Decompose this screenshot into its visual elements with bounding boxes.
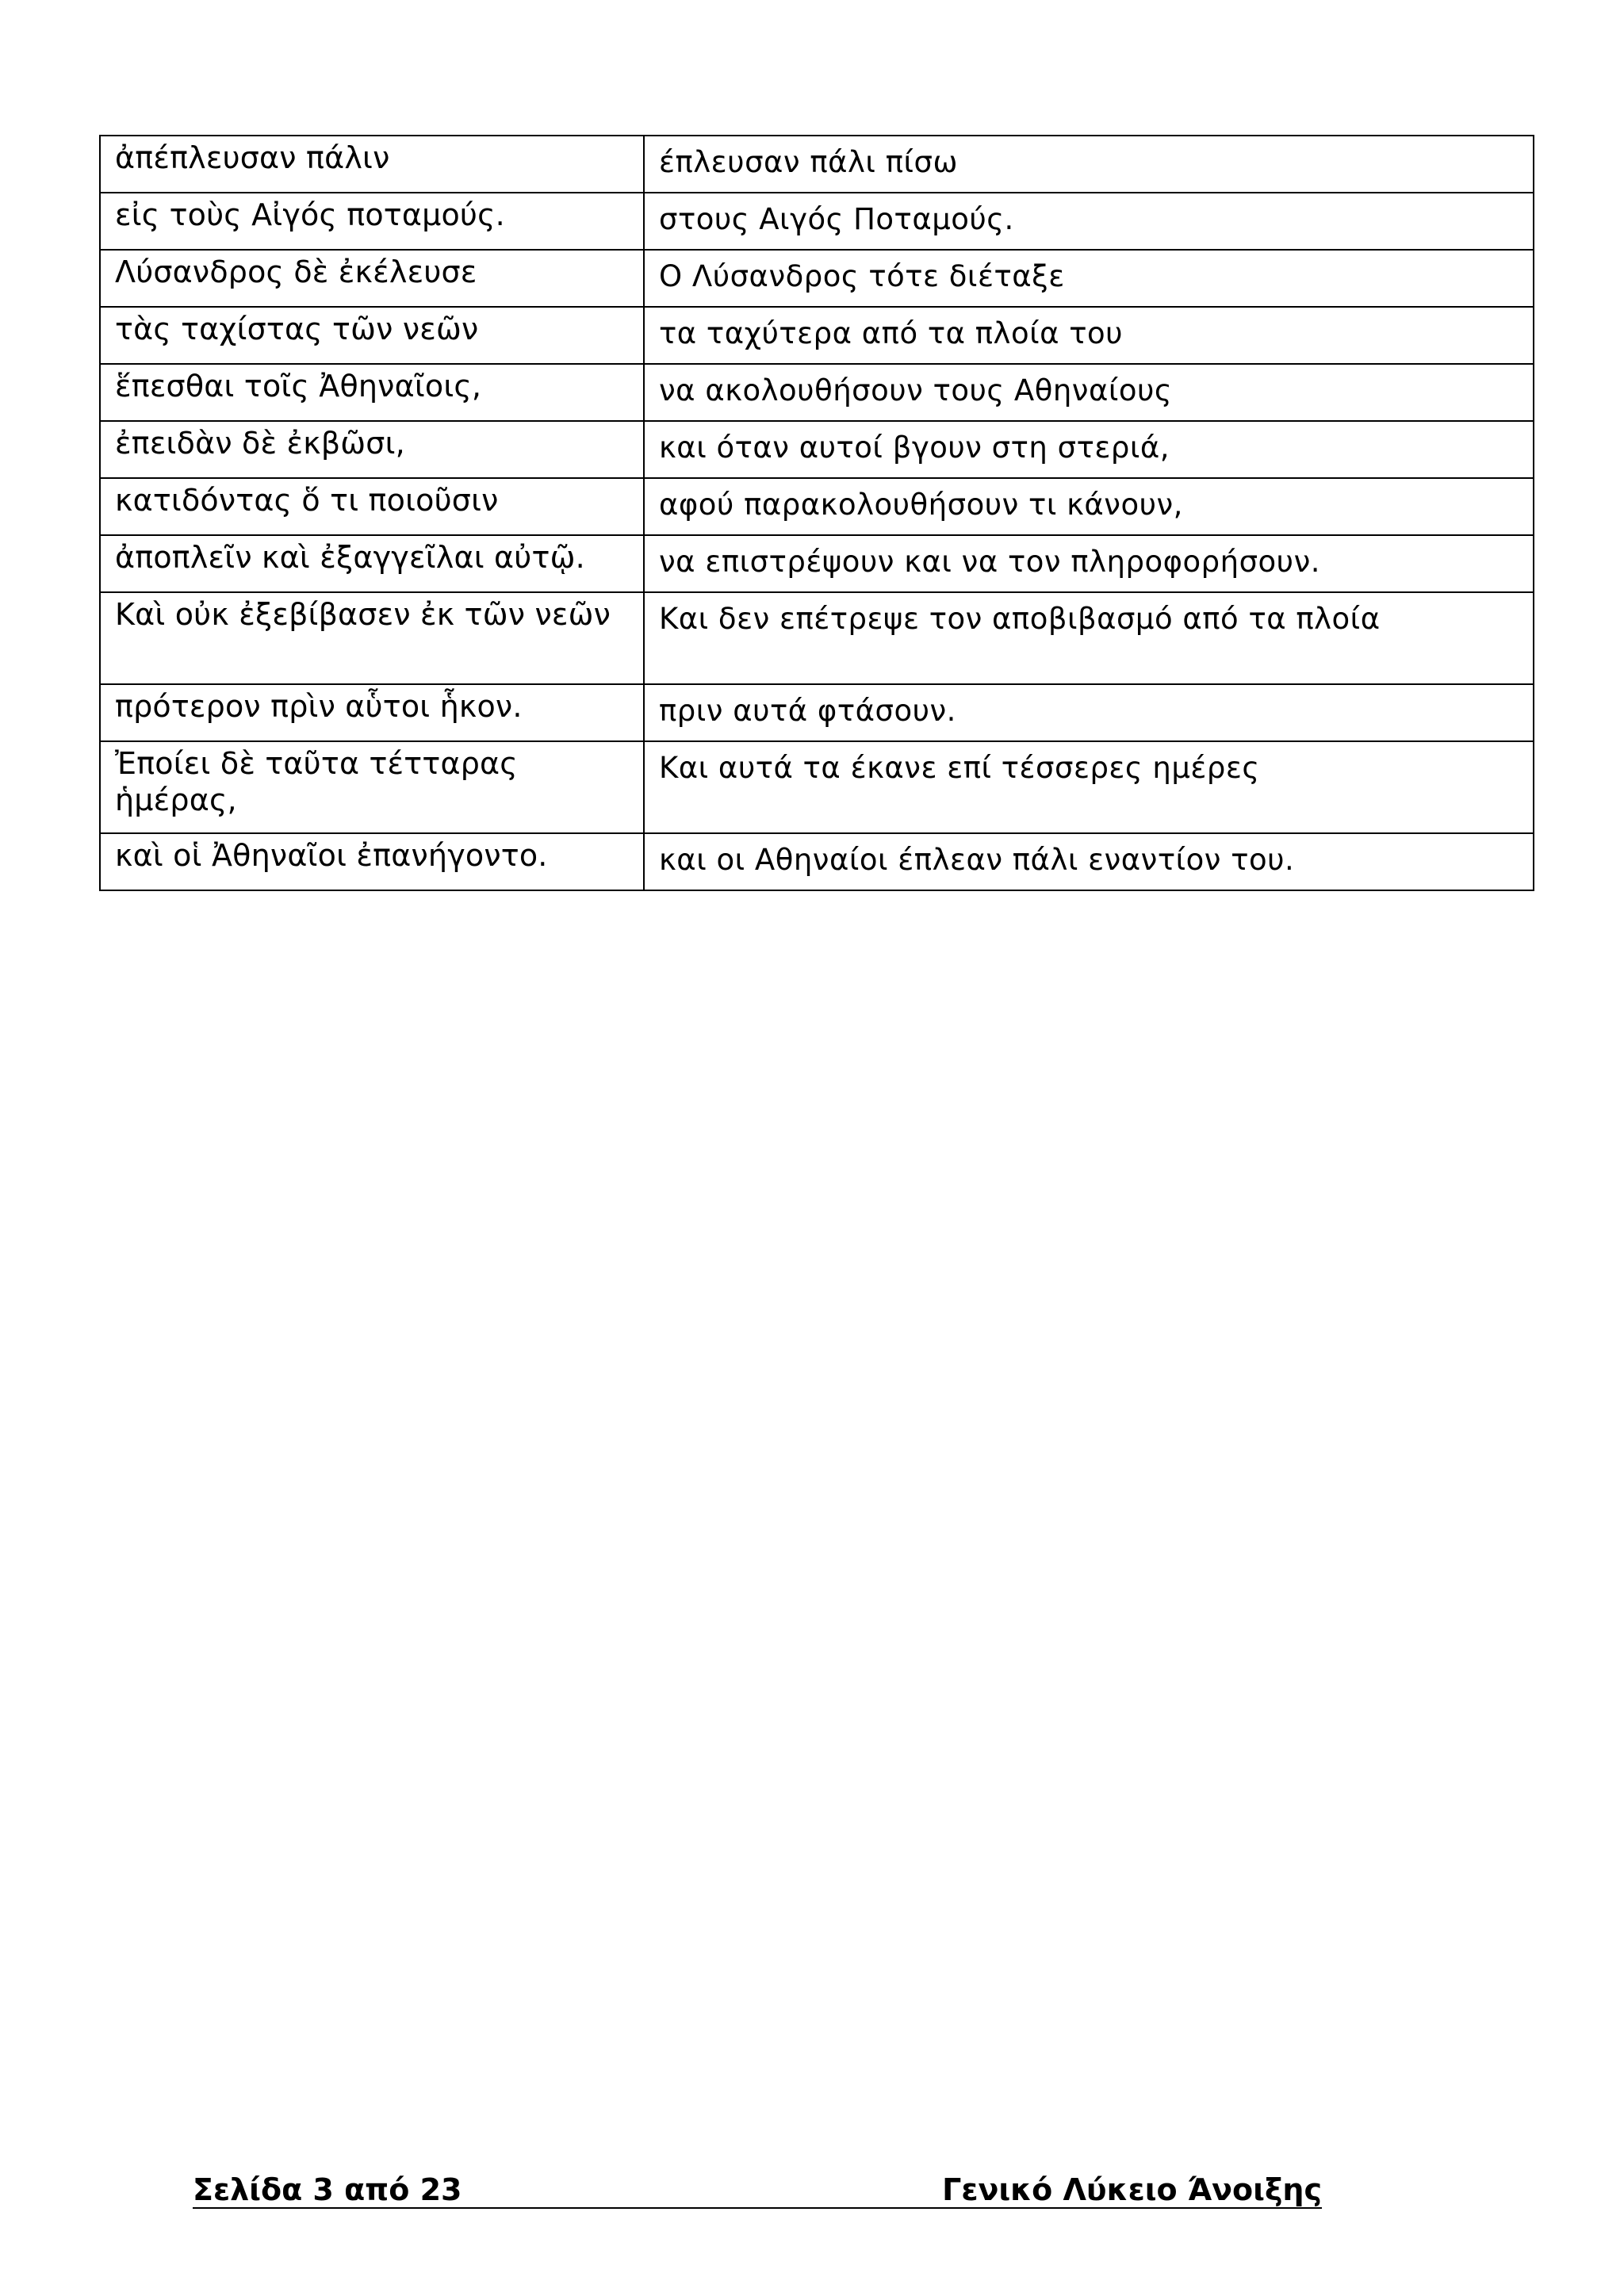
modern-translation-cell: και όταν αυτοί βγουν στη στεριά, — [644, 421, 1534, 478]
modern-translation-cell: Ο Λύσανδρος τότε διέταξε — [644, 250, 1534, 307]
footer-underline — [193, 2207, 1322, 2209]
ancient-text-cell: κατιδόντας ὅ τι ποιοῦσιν — [100, 478, 644, 535]
ancient-text-cell: πρότερον πρὶν αὗτοι ἧκον. — [100, 684, 644, 741]
modern-translation-cell: Και αυτά τα έκανε επί τέσσερες ημέρες — [644, 741, 1534, 833]
table-row — [100, 193, 1534, 250]
table-row — [100, 478, 1534, 535]
modern-translation-cell: αφού παρακολουθήσουν τι κάνουν, — [644, 478, 1534, 535]
table-row — [100, 136, 1534, 193]
table-row — [100, 741, 1534, 833]
ancient-text-cell: ἕπεσθαι τοῖς Ἀθηναῖοις, — [100, 364, 644, 421]
table-row — [100, 364, 1534, 421]
ancient-text-cell: Καὶ οὐκ ἐξεβίβασεν ἐκ τῶν νεῶν — [100, 592, 644, 684]
table-row — [100, 250, 1534, 307]
ancient-text-cell: καὶ οἱ Ἀθηναῖοι ἐπανήγοντο. — [100, 833, 644, 890]
modern-translation-cell: Και δεν επέτρεψε τον αποβιβασμό από τα πλοία — [644, 592, 1534, 684]
ancient-text-cell: εἰς τοὺς Αἰγός ποταμούς. — [100, 193, 644, 250]
modern-translation-cell: και οι Αθηναίοι έπλεαν πάλι εναντίον του. — [644, 833, 1534, 890]
ancient-text-cell: ἀπέπλευσαν πάλιν — [100, 136, 644, 193]
modern-translation-cell: έπλευσαν πάλι πίσω — [644, 136, 1534, 193]
ancient-text-cell: Ἐποίει δὲ ταῦτα τέτταρας ἡμέρας, — [100, 741, 644, 833]
page-number-label: Σελίδα 3 από 23 — [193, 2172, 462, 2207]
ancient-text-cell: τὰς ταχίστας τῶν νεῶν — [100, 307, 644, 364]
school-name-label: Γενικό Λύκειο Άνοιξης — [942, 2172, 1322, 2207]
ancient-text-cell: ἐπειδὰν δὲ ἐκβῶσι, — [100, 421, 644, 478]
table-row — [100, 421, 1534, 478]
ancient-text-cell: ἀποπλεῖν καὶ ἐξαγγεῖλαι αὐτῷ. — [100, 535, 644, 592]
modern-translation-cell: να επιστρέψουν και να τον πληροφορήσουν. — [644, 535, 1534, 592]
table-row — [100, 833, 1534, 890]
table-row — [100, 307, 1534, 364]
page-footer — [193, 2172, 1322, 2210]
table-row — [100, 684, 1534, 741]
table-row — [100, 592, 1534, 684]
modern-translation-cell: τα ταχύτερα από τα πλοία του — [644, 307, 1534, 364]
ancient-text-cell: Λύσανδρος δὲ ἐκέλευσε — [100, 250, 644, 307]
modern-translation-cell: πριν αυτά φτάσουν. — [644, 684, 1534, 741]
modern-translation-cell: να ακολουθήσουν τους Αθηναίους — [644, 364, 1534, 421]
table-row — [100, 535, 1534, 592]
modern-translation-cell: στους Αιγός Ποταμούς. — [644, 193, 1534, 250]
translation-table — [99, 135, 1534, 891]
